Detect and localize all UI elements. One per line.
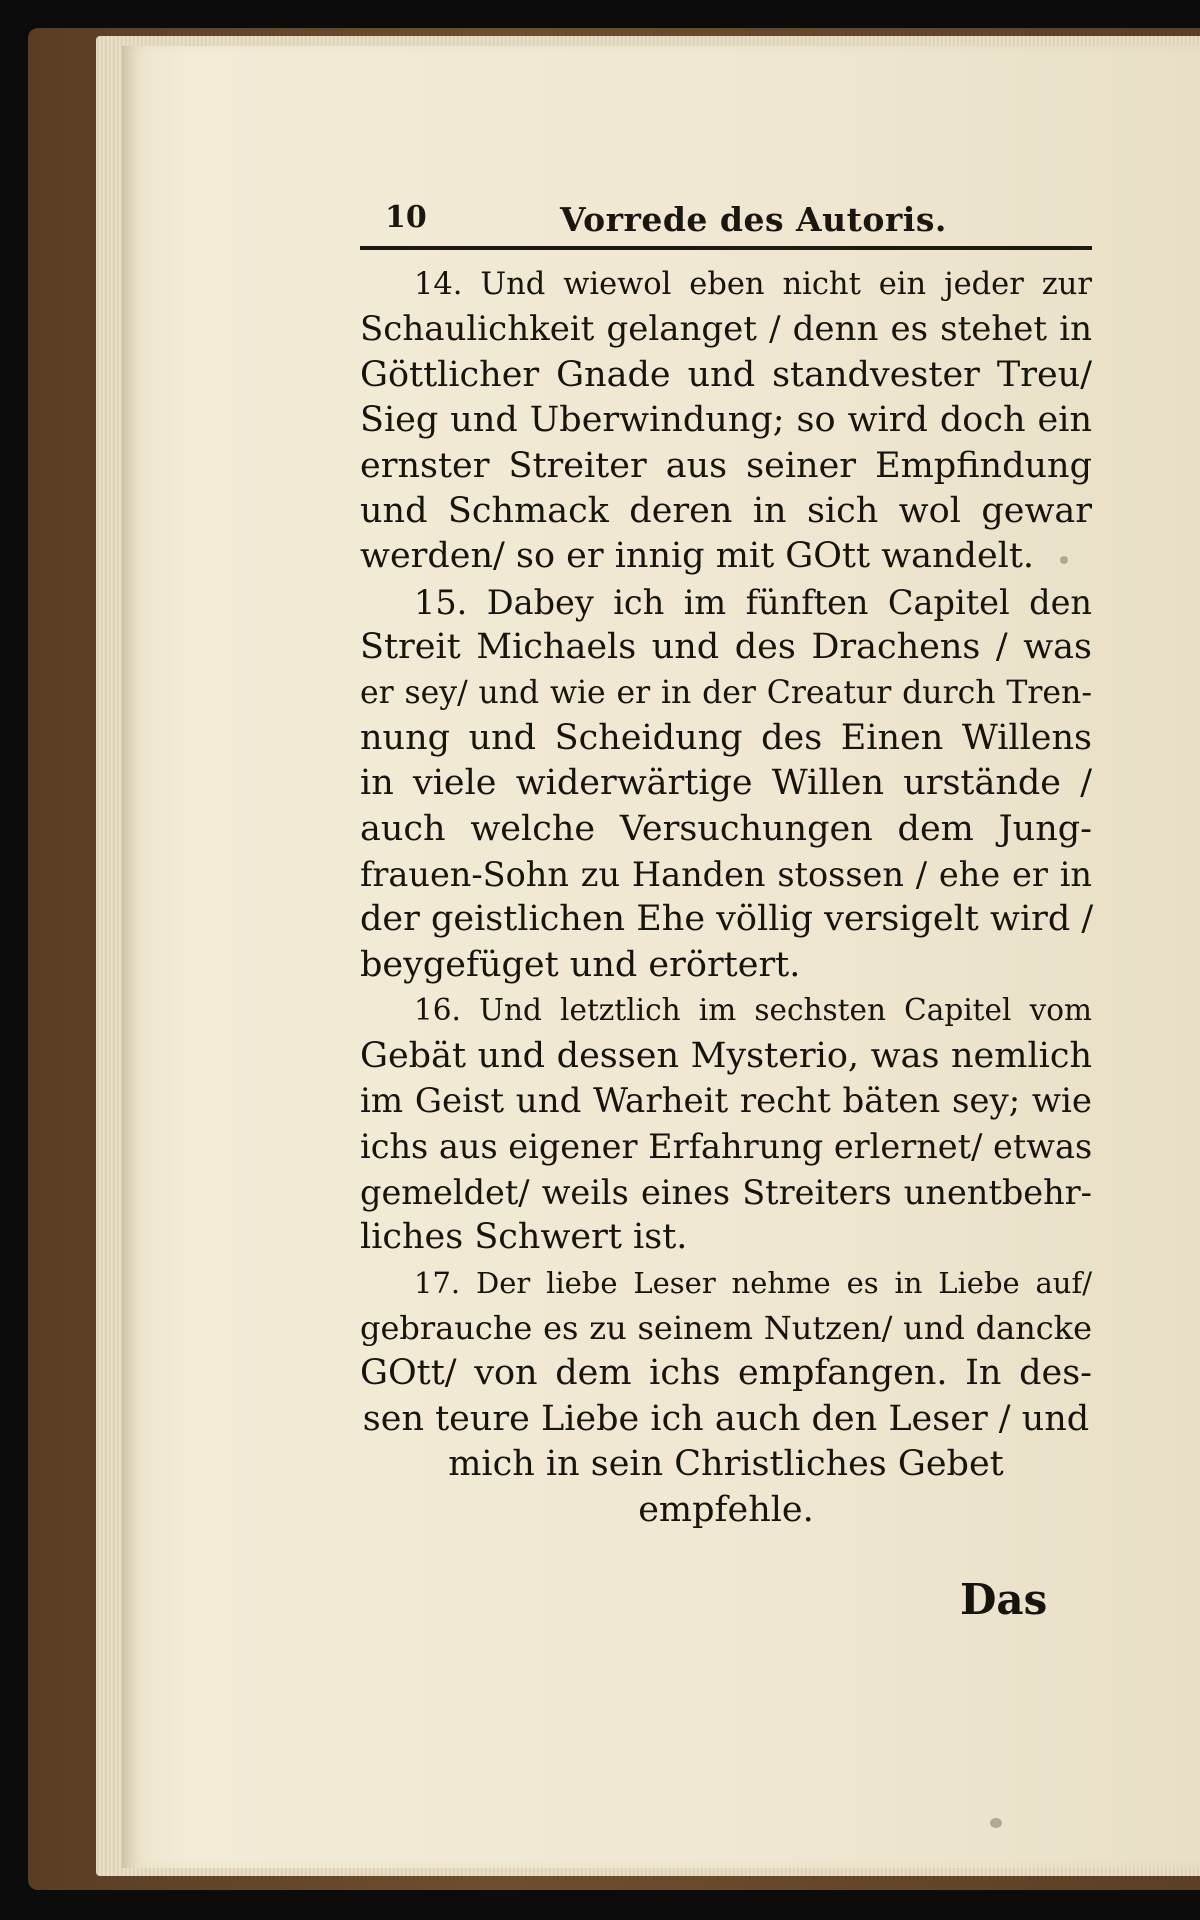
text-line: gebrauche es zu seinem Nutzen/ und dancke — [360, 1308, 1092, 1347]
text-line: im Geist und Warheit recht bäten sey; wie — [360, 1081, 1092, 1122]
text-line: werden/ so er innig mit GOtt wandelt. — [360, 536, 1035, 577]
text-line: 16. Und letztlich im sechsten Capitel vom — [414, 993, 1092, 1028]
text-line: 15. Dabey ich im fünften Capitel den — [414, 582, 1092, 622]
text-line: er sey/ und wie er in der Creatur durch Tren- — [360, 674, 1092, 711]
text-line: Gebät und dessen Mysterio, was nemlich — [360, 1035, 1092, 1076]
closing-line: sen teure Liebe ich auch den Leser / und — [362, 1398, 1090, 1439]
text-line: Schaulichkeit gelanget / denn es stehet in — [360, 309, 1092, 350]
text-line: GOtt/ von dem ichs empfangen. In des- — [360, 1353, 1092, 1394]
text-line: frauen-Sohn zu Handen stossen / ehe er in — [360, 855, 1092, 895]
paragraph-16 — [360, 988, 1092, 1260]
text-line: ichs aus eigener Erfahrung erlernet/ etwas — [360, 1127, 1093, 1167]
text-line: der geistlichen Ehe völlig versigelt wird / — [360, 899, 1094, 940]
text-line: liches Schwert ist. — [360, 1217, 688, 1258]
text-line: 17. Der liebe Leser nehme es in Liebe auf/ — [414, 1265, 1092, 1300]
text-line: Göttlicher Gnade und standvester Treu/ — [360, 354, 1092, 395]
paragraph-15 — [360, 580, 1092, 989]
text-line: ernster Streiter aus seiner Empfindung — [360, 445, 1092, 486]
text-line: nung und Scheidung des Einen Willens — [360, 717, 1092, 758]
text-line: 14. Und wiewol eben nicht ein jeder zur — [414, 267, 1092, 302]
text-line: auch welche Versuchungen dem Jung- — [360, 808, 1092, 849]
closing-line: mich in sein Christliches Gebet — [448, 1444, 1004, 1485]
text-line: Streit Michaels und des Drachens / was — [360, 627, 1092, 668]
header-rule — [360, 246, 1092, 250]
paper-speck — [990, 1818, 1002, 1828]
paragraph-17 — [360, 1261, 1092, 1533]
text-line: und Schmack deren in sich wol gewar — [360, 490, 1092, 531]
closing-line: empfehle. — [638, 1489, 814, 1530]
paragraph-14 — [360, 262, 1092, 580]
text-line: gemeldet/ weils eines Streiters unentbehr- — [360, 1172, 1092, 1212]
text-line: in viele widerwärtige Willen urstände / — [360, 763, 1092, 804]
body-text — [360, 262, 1092, 1533]
page-number: 10 — [385, 200, 427, 235]
running-head: Vorrede des Autoris. — [560, 200, 947, 239]
text-line: beygefüget und erörtert. — [360, 944, 801, 985]
catchword: Das — [960, 1575, 1048, 1624]
text-line: Sieg und Uberwindung; so wird doch ein — [360, 400, 1092, 441]
